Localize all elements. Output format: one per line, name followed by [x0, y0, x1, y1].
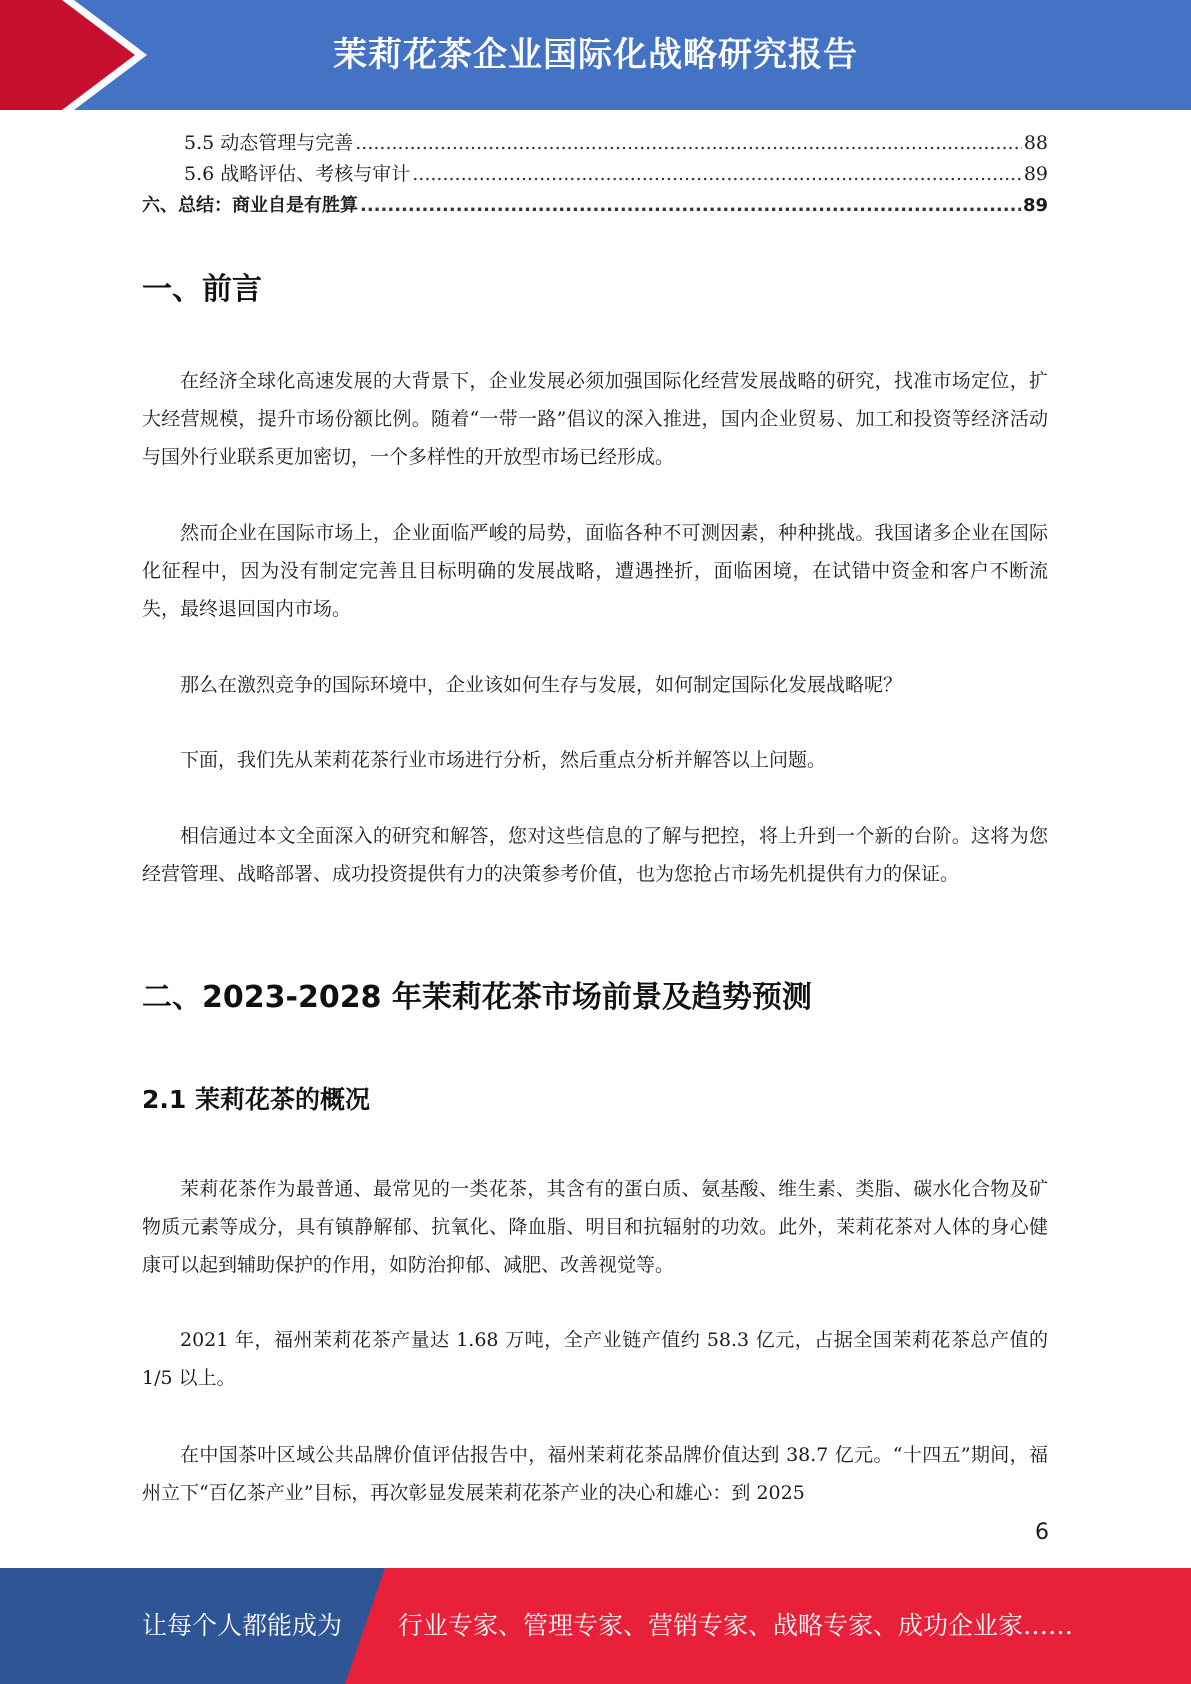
toc-entry-label: 六、总结：商业自是有胜算: [142, 195, 358, 216]
toc-entry-page: 88: [1023, 132, 1048, 154]
toc-leader-dots: [412, 159, 1022, 190]
paragraph: 2021 年，福州茉莉花茶产量达 1.68 万吨，全产业链产值约 58.3 亿元，占据全国茉莉花茶总产值的 1/5 以上。: [142, 1329, 1048, 1389]
paragraph: 然而企业在国际市场上，企业面临严峻的局势，面临各种不可测因素，种种挑战。我国诸多企业在国际化征程中，因为没有制定完善且目标明确的发展战略，遭遇挫折，面临困境，在试错中资金和客户不断流失，最终退回国内市场。: [142, 522, 1048, 620]
subsection-heading-overview: 2.1 茉莉花茶的概况: [142, 1085, 370, 1114]
toc-leader-dots: [355, 128, 1022, 159]
toc-leader-dots: [360, 190, 1021, 221]
toc-entry-page: 89: [1022, 195, 1048, 216]
paragraph: 茉莉花茶作为最普通、最常见的一类花茶，其含有的蛋白质、氨基酸、维生素、类脂、碳水化合物及矿物质元素等成分，具有镇静解郁、抗氧化、降血脂、明目和抗辐射的功效。此外，茉莉花茶对人体的身心健康可以起到辅助保护的作用，如防治抑郁、减肥、改善视觉等。: [142, 1178, 1048, 1276]
paragraph: 在中国茶叶区域公共品牌价值评估报告中，福州茉莉花茶品牌价值达到 38.7 亿元。“十四五”期间，福州立下“百亿茶产业”目标，再次彰显发展茉莉花茶产业的决心和雄心：到 2025: [142, 1444, 1048, 1504]
footer-slogan-left: 让每个人都能成为: [142, 1611, 343, 1640]
page-number: 6: [1035, 1520, 1049, 1545]
section-heading-preface: 一、前言: [142, 272, 262, 307]
footer-slogan-right: 行业专家、管理专家、营销专家、战略专家、成功企业家……: [398, 1611, 1074, 1640]
toc-entry-page: 89: [1023, 163, 1048, 185]
document-title: 茉莉花茶企业国际化战略研究报告: [333, 35, 858, 75]
paragraph: 下面，我们先从茉莉花茶行业市场进行分析，然后重点分析并解答以上问题。: [180, 749, 827, 771]
header-band: [0, 0, 1191, 110]
paragraph: 相信通过本文全面深入的研究和解答，您对这些信息的了解与把控，将上升到一个新的台阶。这将为您经营管理、战略部署、成功投资提供有力的决策参考价值，也为您抢占市场先机提供有力的保证。: [142, 825, 1048, 885]
toc-entry-label: 5.5 动态管理与完善: [184, 132, 354, 154]
table-of-contents: [142, 128, 1048, 221]
toc-entry-label: 5.6 战略评估、考核与审计: [184, 163, 411, 185]
paragraph: 在经济全球化高速发展的大背景下，企业发展必须加强国际化经营发展战略的研究，找准市场定位，扩大经营规模，提升市场份额比例。随着“一带一路”倡议的深入推进，国内企业贸易、加工和投资等经济活动与国外行业联系更加密切，一个多样性的开放型市场已经形成。: [142, 370, 1048, 468]
toc-entry[interactable]: [142, 128, 1048, 159]
footer-band: [0, 1568, 1191, 1684]
toc-entry[interactable]: [142, 190, 1048, 221]
paragraph: 那么在激烈竞争的国际环境中，企业该如何生存与发展，如何制定国际化发展战略呢？: [180, 674, 903, 696]
toc-entry[interactable]: [142, 159, 1048, 190]
section-heading-market-outlook: 二、2023-2028 年茉莉花茶市场前景及趋势预测: [142, 980, 812, 1015]
header-arrow-decoration: [0, 0, 160, 110]
